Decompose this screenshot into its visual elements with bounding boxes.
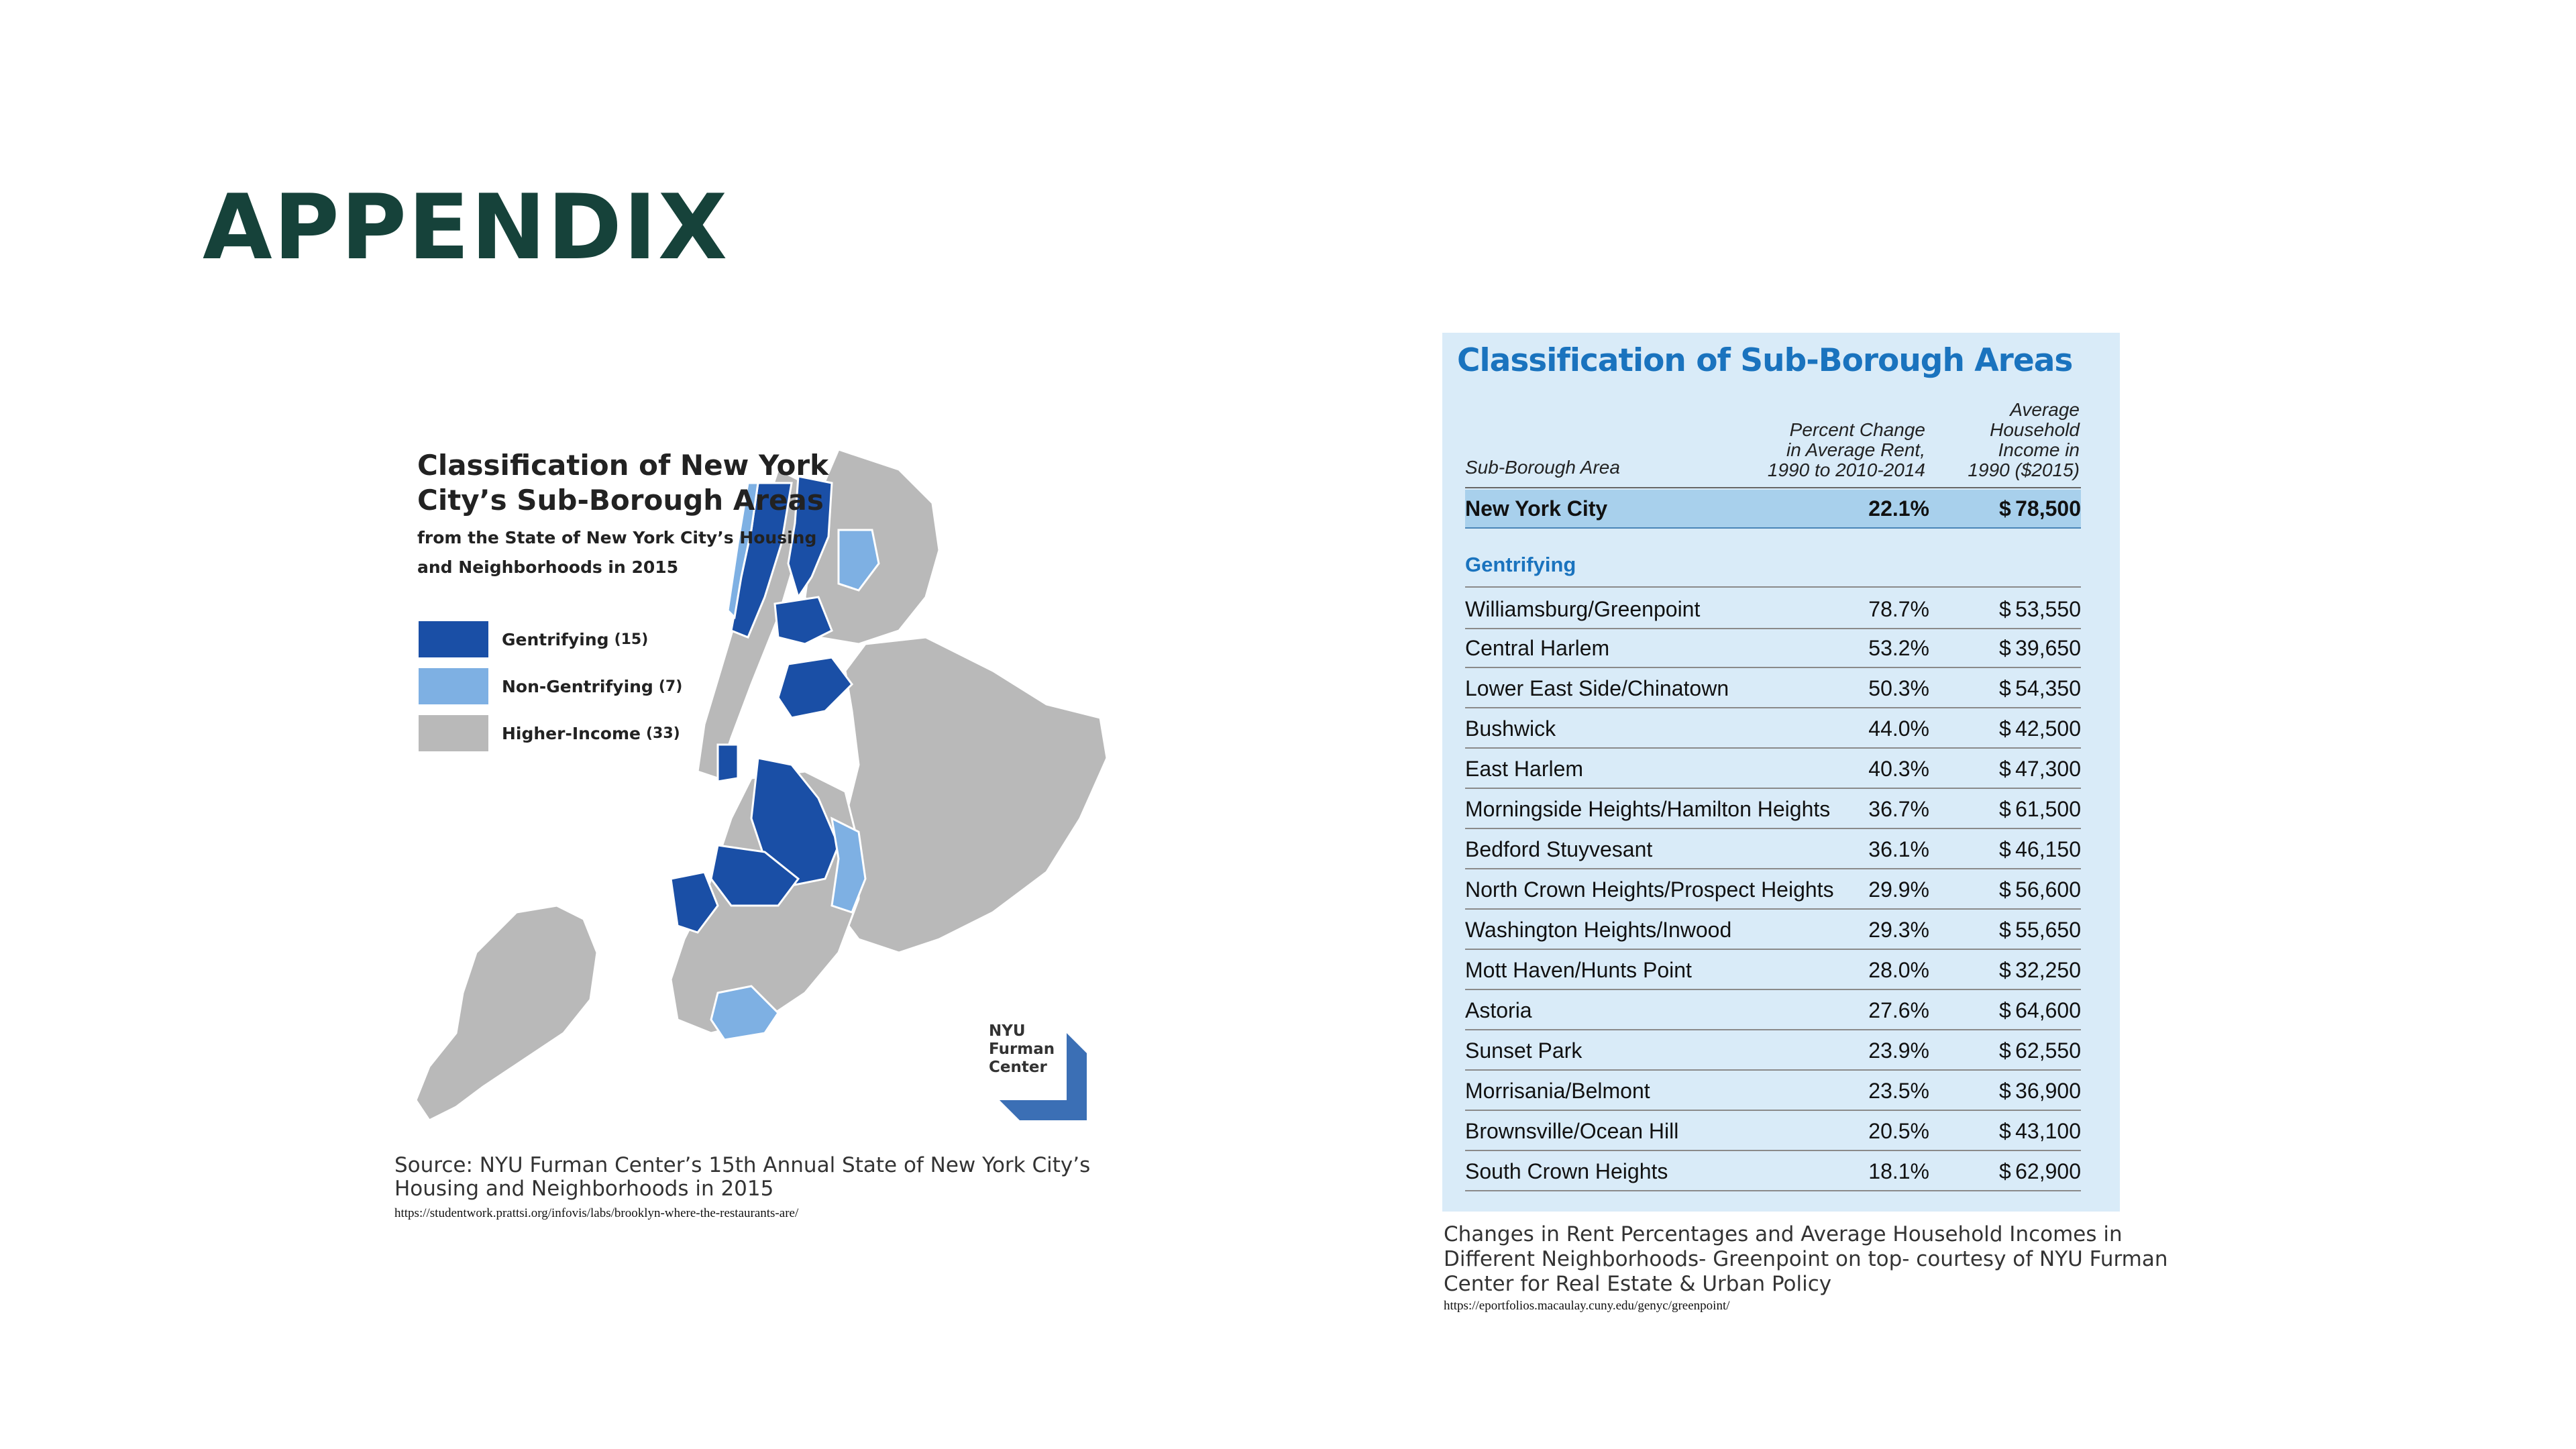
row-dollar-sign: $ <box>1999 1038 2011 1063</box>
table-title: Classification of Sub-Borough Areas <box>1457 342 2073 379</box>
row-name: North Crown Heights/Prospect Heights <box>1465 877 1834 902</box>
gentrifying-astoria <box>778 657 852 718</box>
column-header-income <box>1968 400 2080 480</box>
row-dollar-sign: $ <box>1999 716 2011 741</box>
row-income: 62,550 <box>2015 1038 2081 1063</box>
row-name: Bedford Stuyvesant <box>1465 837 1653 861</box>
table-row <box>1465 1029 2081 1071</box>
row-dollar-sign: $ <box>1999 1119 2011 1143</box>
legend-swatch <box>419 668 488 704</box>
legend-item-higher-income <box>419 715 682 751</box>
row-dollar-sign: $ <box>1999 636 2011 660</box>
gentrifying-les <box>718 745 738 782</box>
row-name: Central Harlem <box>1465 636 1610 660</box>
row-name: South Crown Heights <box>1465 1159 1668 1183</box>
map-source-caption: Source: NYU Furman Center’s 15th Annual State of New York City’s Housing and Neighborhoods in 2015 <box>394 1153 1091 1201</box>
column-header-percent-change <box>1768 420 1925 480</box>
row-percent: 50.3% <box>1868 676 1929 700</box>
legend-label: Gentrifying <box>502 629 609 649</box>
legend-label: Non-Gentrifying <box>502 676 653 696</box>
table-row <box>1465 908 2081 950</box>
table-row <box>1465 667 2081 708</box>
header-line: 1990 ($2015) <box>1968 460 2080 480</box>
legend-item-gentrifying <box>419 621 682 657</box>
row-percent: 36.1% <box>1868 837 1929 861</box>
legend-label: Higher-Income <box>502 723 641 743</box>
row-dollar-sign: $ <box>1999 918 2011 942</box>
row-percent: 20.5% <box>1868 1119 1929 1143</box>
furman-logo-text <box>989 1022 1055 1077</box>
legend-swatch <box>419 621 488 657</box>
header-line: 1990 to 2010-2014 <box>1767 460 1925 480</box>
row-percent: 23.5% <box>1868 1079 1929 1103</box>
row-income: 61,500 <box>2015 797 2081 821</box>
row-percent: 53.2% <box>1868 636 1929 660</box>
row-name: East Harlem <box>1465 757 1584 781</box>
logo-line: NYU <box>989 1022 1026 1040</box>
row-dollar-sign: $ <box>1999 757 2011 781</box>
table-row <box>1465 828 2081 869</box>
section-label-gentrifying: Gentrifying <box>1465 553 1576 576</box>
row-name: Brownsville/Ocean Hill <box>1465 1119 1679 1143</box>
table-row <box>1465 1110 2081 1151</box>
legend-count: (15) <box>614 631 649 648</box>
row-dollar-sign: $ <box>1999 837 2011 861</box>
nyc-classification-map <box>402 443 1127 1140</box>
row-name: Mott Haven/Hunts Point <box>1465 958 1692 982</box>
table-row <box>1465 1150 2081 1191</box>
row-income: 39,650 <box>2015 636 2081 660</box>
row-dollar-sign: $ <box>1999 958 2011 982</box>
legend-swatch <box>419 715 488 751</box>
row-dollar-sign: $ <box>1999 797 2011 821</box>
row-name: Lower East Side/Chinatown <box>1465 676 1729 700</box>
map-title: Classification of New York City’s Sub-Borough Areas <box>417 449 829 517</box>
table-row <box>1465 747 2081 789</box>
header-rule <box>1465 487 2081 488</box>
table-row <box>1465 707 2081 749</box>
table-source-url[interactable]: https://eportfolios.macaulay.cuny.edu/genyc/greenpoint/ <box>1444 1299 1730 1313</box>
row-income: 56,600 <box>2015 877 2081 902</box>
legend-count: (33) <box>645 724 680 742</box>
row-income: 53,550 <box>2015 597 2081 621</box>
legend-count: (7) <box>658 678 683 695</box>
row-income: 36,900 <box>2015 1079 2081 1103</box>
row-income: 54,350 <box>2015 676 2081 700</box>
row-name: Morrisania/Belmont <box>1465 1079 1650 1103</box>
table-row <box>1465 989 2081 1030</box>
table-row <box>1465 868 2081 910</box>
row-name: Astoria <box>1465 998 1532 1022</box>
row-income: 42,500 <box>2015 716 2081 741</box>
row-dollar-sign: $ <box>1999 877 2011 902</box>
row-income: 32,250 <box>2015 958 2081 982</box>
table-row <box>1465 586 2081 629</box>
row-income: 43,100 <box>2015 1119 2081 1143</box>
row-income: 62,900 <box>2015 1159 2081 1183</box>
row-name: Morningside Heights/Hamilton Heights <box>1465 797 1831 821</box>
row-percent: 23.9% <box>1868 1038 1929 1063</box>
row-income: 64,600 <box>2015 998 2081 1022</box>
column-header-area: Sub-Borough Area <box>1465 457 1620 478</box>
row-name: Sunset Park <box>1465 1038 1582 1063</box>
table-row <box>1465 627 2081 668</box>
row-dollar-sign: $ <box>1999 496 2011 521</box>
row-income: 47,300 <box>2015 757 2081 781</box>
row-percent: 40.3% <box>1868 757 1929 781</box>
queens-shape <box>832 637 1107 953</box>
header-line: Household <box>1990 419 2080 440</box>
header-line: Average <box>2010 399 2080 420</box>
table-row <box>1465 788 2081 829</box>
row-dollar-sign: $ <box>1999 676 2011 700</box>
sub-borough-table <box>1442 333 2120 1212</box>
row-percent: 28.0% <box>1868 958 1929 982</box>
header-line: Income in <box>1998 439 2080 460</box>
staten-island-shape <box>416 906 597 1120</box>
row-percent: 22.1% <box>1868 496 1929 521</box>
row-percent: 29.3% <box>1868 918 1929 942</box>
map-source-url[interactable]: https://studentwork.prattsi.org/infovis/labs/brooklyn-where-the-restaurants-are/ <box>394 1206 799 1220</box>
row-percent: 36.7% <box>1868 797 1929 821</box>
row-percent: 29.9% <box>1868 877 1929 902</box>
map-legend <box>419 621 682 762</box>
row-name: Williamsburg/Greenpoint <box>1465 597 1701 621</box>
row-income: 78,500 <box>2015 496 2081 521</box>
logo-line: Center <box>989 1059 1047 1076</box>
row-income: 55,650 <box>2015 918 2081 942</box>
row-dollar-sign: $ <box>1999 1079 2011 1103</box>
row-percent: 18.1% <box>1868 1159 1929 1183</box>
legend-item-non-gentrifying <box>419 668 682 704</box>
table-caption: Changes in Rent Percentages and Average Household Incomes in Different Neighborhoods- Greenpoint on top- courtesy of NYU Furman Center for Real Estate & Urban Policy <box>1444 1222 2168 1296</box>
row-dollar-sign: $ <box>1999 597 2011 621</box>
table-row-new-york-city <box>1465 490 2081 529</box>
slide-title: APPENDIX <box>203 175 729 280</box>
header-line: Percent Change <box>1789 419 1925 440</box>
row-percent: 78.7% <box>1868 597 1929 621</box>
row-income: 46,150 <box>2015 837 2081 861</box>
table-row <box>1465 949 2081 990</box>
row-name: New York City <box>1465 496 1608 521</box>
row-percent: 27.6% <box>1868 998 1929 1022</box>
table-row <box>1465 1069 2081 1111</box>
row-dollar-sign: $ <box>1999 998 2011 1022</box>
row-dollar-sign: $ <box>1999 1159 2011 1183</box>
row-name: Washington Heights/Inwood <box>1465 918 1732 942</box>
logo-line: Furman <box>989 1040 1055 1058</box>
row-percent: 44.0% <box>1868 716 1929 741</box>
row-name: Bushwick <box>1465 716 1556 741</box>
header-line: in Average Rent, <box>1786 439 1925 460</box>
map-subtitle: from the State of New York City’s Housing and Neighborhoods in 2015 <box>417 528 817 577</box>
